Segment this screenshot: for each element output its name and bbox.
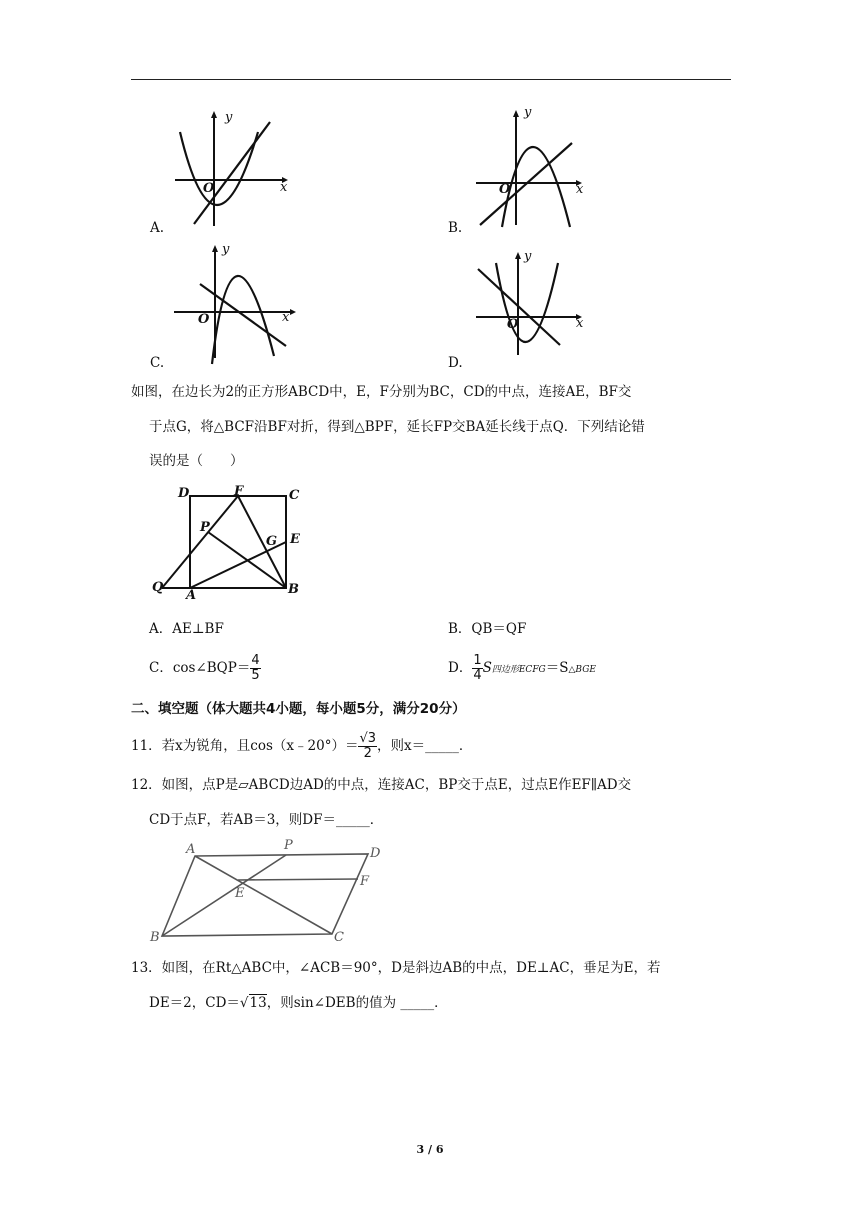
graph-option-a — [170, 108, 290, 237]
option-b-label: B. — [448, 220, 463, 236]
q13-line1: 13．如图，在Rt△ABC中，∠ACB＝90°，D是斜边AB的中点，DE⊥AC，垂足为E，若 — [131, 960, 661, 976]
graph-d-svg — [472, 245, 592, 365]
graph-c-x-label: x — [282, 310, 290, 325]
q11-den: 2 — [363, 746, 372, 761]
graph-c-svg — [170, 240, 300, 365]
q12-label-a: A — [186, 842, 196, 857]
q11-prefix: 11．若x为锐角，且cos（x﹣20°）＝ — [131, 738, 359, 754]
q13-line2-suffix: ，则sin∠DEB的值为 _____． — [266, 995, 448, 1011]
graph-d-x-label: x — [576, 316, 584, 331]
option-a-label: A. — [150, 220, 165, 236]
q10-option-c-prefix: C．cos∠BQP＝ — [149, 660, 251, 676]
q11-fraction — [358, 732, 377, 761]
q10-option-d-prefix: D． — [448, 660, 473, 676]
q10-line1: 如图，在边长为2的正方形ABCD中，E，F分别为BC，CD的中点，连接AE，BF交 — [131, 384, 632, 400]
page-number: 3 / 6 — [416, 1143, 444, 1156]
q13-sqrt-sign: √ — [239, 995, 249, 1011]
q10-line3: 误的是（ ） — [149, 453, 244, 469]
q12-label-c: C — [334, 930, 344, 945]
q10-option-d — [448, 648, 596, 688]
graph-b-svg — [472, 105, 592, 230]
q10-figure — [148, 482, 318, 606]
q11 — [131, 726, 472, 766]
graph-a-origin-label: O — [203, 181, 215, 196]
q12-line2: CD于点F，若AB＝3，则DF＝_____． — [149, 812, 384, 828]
option-c-label: C. — [150, 355, 165, 371]
q10-option-d-den: 4 — [473, 668, 482, 683]
q13-line2-prefix: DE＝2，CD＝ — [149, 995, 240, 1011]
q10-option-c-den: 5 — [251, 668, 260, 683]
graph-b-x-label: x — [576, 182, 584, 197]
q10-option-a: A．AE⊥BF — [149, 621, 224, 637]
q10-option-d-eq: ＝S — [545, 660, 569, 676]
graph-c-origin-label: O — [198, 312, 210, 327]
q10-label-a: A — [186, 588, 197, 603]
q12-label-e: E — [235, 886, 245, 901]
q10-label-f: F — [234, 484, 244, 499]
q10-label-p: P — [200, 520, 210, 535]
graph-option-d — [472, 245, 592, 369]
q11-suffix: ，则x＝_____． — [377, 738, 473, 754]
section-title: 二、填空题（体大题共4小题，每小题5分，满分20分） — [131, 701, 466, 717]
q10-label-e: E — [290, 532, 300, 547]
graph-option-b — [472, 105, 592, 234]
q10-label-g: G — [266, 534, 278, 549]
q10-label-c: C — [289, 488, 300, 503]
q12-line1: 12．如图，点P是▱ABCD边AD的中点，连接AC，BP交于点E，过点E作EF∥AD交 — [131, 777, 632, 793]
q10-option-d-sub2: △BGE — [568, 665, 596, 675]
graph-b-origin-label: O — [499, 182, 511, 197]
header-rule — [131, 79, 731, 80]
q10-option-c-num: 4 — [251, 653, 260, 668]
q13-line2 — [149, 986, 448, 1020]
graph-a-svg — [170, 108, 290, 233]
q10-option-c — [149, 648, 261, 688]
graph-c-y-label: y — [222, 242, 230, 257]
q10-option-d-s: S — [482, 660, 492, 676]
q12-figure — [150, 838, 390, 950]
q10-option-d-fraction — [472, 654, 482, 683]
q10-option-b: B．QB＝QF — [448, 621, 527, 637]
q12-label-p: P — [284, 838, 293, 853]
graph-a-x-label: x — [280, 180, 288, 195]
q10-option-d-num: 1 — [473, 653, 482, 668]
q10-option-d-sub1: 四边形ECFG — [491, 665, 546, 675]
q10-option-c-fraction — [250, 654, 260, 683]
graph-d-y-label: y — [524, 249, 532, 264]
option-d-label: D. — [448, 355, 463, 371]
q10-label-q: Q — [152, 580, 164, 595]
q10-label-b: B — [288, 582, 299, 597]
graph-b-y-label: y — [524, 105, 532, 120]
q13-sqrt-value: 13 — [249, 995, 267, 1011]
q12-label-f: F — [360, 874, 370, 889]
graph-d-origin-label: O — [507, 317, 519, 332]
graph-option-c — [170, 240, 300, 369]
q12-label-d: D — [370, 846, 381, 861]
q11-num: √3 — [359, 731, 377, 746]
q10-label-d: D — [178, 486, 190, 501]
q10-line2: 于点G，将△BCF沿BF对折，得到△BPF，延长FP交BA延长线于点Q．下列结论错 — [149, 419, 645, 435]
graph-a-y-label: y — [225, 110, 233, 125]
q12-label-b: B — [150, 930, 160, 945]
